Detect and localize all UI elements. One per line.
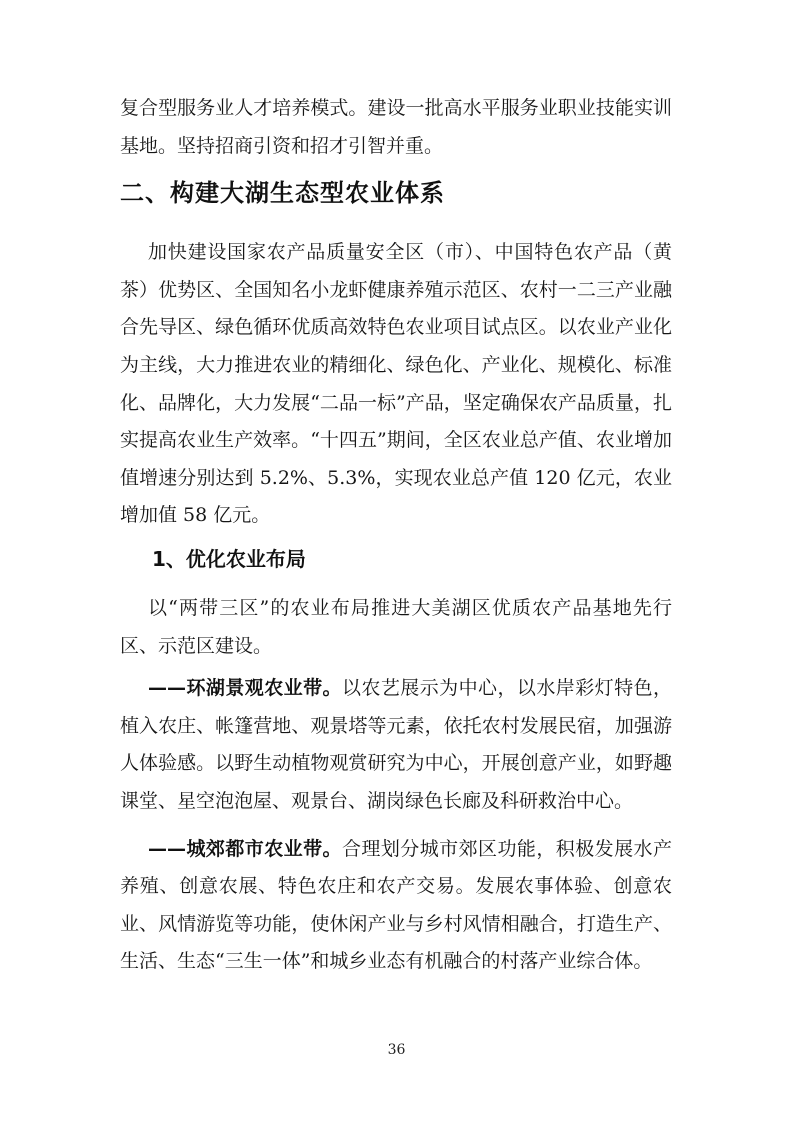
item-lead-text: ——城郊都市农业带。 — [148, 837, 342, 860]
page-number: 36 — [387, 1042, 406, 1058]
item-body-text: 以农艺展示为中心，以水岸彩灯特色，植入农庄、帐篷营地、观景塔等元素，依托农村发展民宿，加强游人体验感。以野生动植物观赏研究为中心，开展创意产业，如野趣课堂、星空泡泡屋、观景台、湖岗绿色长廊及科研救治中心。 — [120, 677, 672, 812]
agriculture-belt-item-lake — [120, 670, 672, 820]
intro-paragraph: 复合型服务业人才培养模式。建设一批高水平服务业职业技能实训基地。坚持招商引资和招才引智并重。 — [120, 97, 672, 157]
section-lead-paragraph: 加快建设国家农产品质量安全区（市）、中国特色农产品（黄茶）优势区、全国知名小龙虾健康养殖示范区、农村一二三产业融合先导区、绿色循环优质高效特色农业项目试点区。以农业产业化为主线，大力推进农业的精细化、绿色化、产业化、规模化、标准化、品牌化，大力发展“二品一标”产品，坚定确保农产品质量，扎实提高农业生产效率。“十四五”期间，全区农业总产值、农业增加值增速分别达到 5.2%、5.3%，实现农业总产值 120 亿元，农业增加值 58 亿元。 — [120, 241, 672, 527]
section-heading: 二、构建大湖生态型农业体系 — [120, 179, 445, 208]
item-body-text: 合理划分城市郊区功能，积极发展水产养殖、创意农展、特色农庄和农产交易。发展农事体验、创意农业、风情游览等功能，使休闲产业与乡村风情相融合，打造生产、生活、生态“三生一体”和城乡业态有机融合的村落产业综合体。 — [120, 837, 672, 973]
item-lead-text: ——环湖景观农业带。 — [148, 677, 342, 700]
subsection-intro-paragraph: 以“两带三区”的农业布局推进大美湖区优质农产品基地先行区、示范区建设。 — [120, 596, 672, 657]
subsection-heading: 1、优化农业布局 — [152, 546, 306, 571]
agriculture-belt-item-suburban — [120, 831, 672, 981]
